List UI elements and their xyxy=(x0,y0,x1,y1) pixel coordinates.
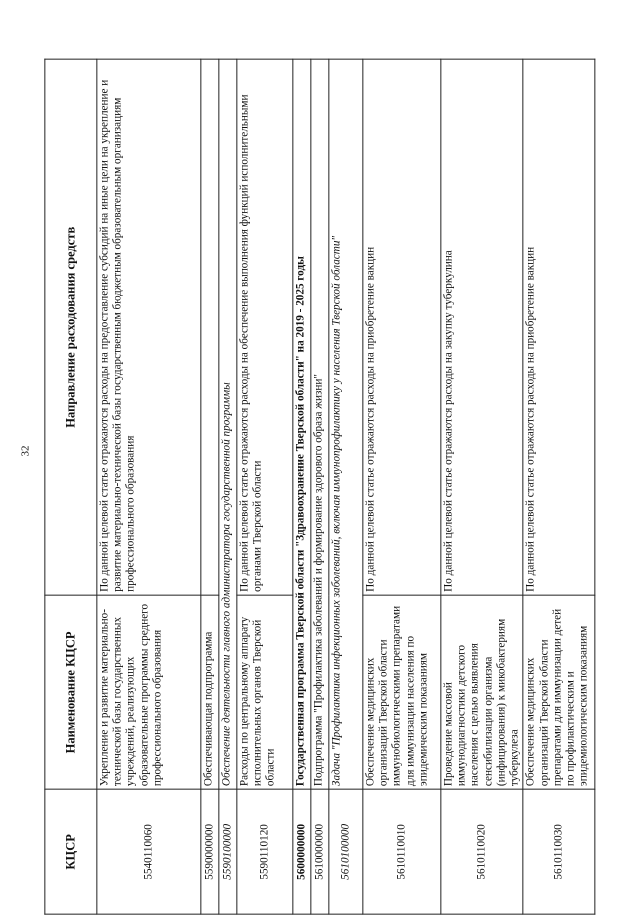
table-row xyxy=(523,59,595,914)
row-code: 5610000000 xyxy=(311,790,329,915)
row-name: Обеспечение медицинских организаций Тверской области препаратами для иммунизации детей по профилактическим и эпидемиологическим показаниям xyxy=(523,595,595,789)
row-direction: По данной целевой статье отражаются расходы на закупку туберкулина xyxy=(441,59,523,595)
row-direction: По данной целевой статье отражаются расходы на предоставление субсидий на иные цели на укрепление и развитие материально-технической базы государственным бюджетным образовательным организациям профессионального образования xyxy=(97,59,201,595)
row-direction: По данной целевой статье отражаются расходы на приобретение вакцин xyxy=(523,59,595,595)
row-direction: По данной целевой статье отражаются расходы на обеспечение выполнения функций исполнительными органами Тверской области xyxy=(237,59,293,595)
row-merged-text: Обеспечение деятельности главного администратора государственной программы xyxy=(219,59,237,789)
header-direction: Направление расходования средств xyxy=(45,59,97,595)
table-row xyxy=(311,59,329,914)
row-code: 5590110120 xyxy=(237,790,293,915)
row-code: 5610100000 xyxy=(329,790,363,915)
row-name: Обеспечение медицинских организаций Тверской области иммунобиологическими препаратами для иммунизации населения по эпидемическим показаниям xyxy=(363,595,441,789)
row-code: 5590100000 xyxy=(219,790,237,915)
header-name: Наименование КЦСР xyxy=(45,595,97,789)
row-code: 5590000000 xyxy=(201,790,219,915)
row-direction: По данной целевой статье отражаются расходы на приобретение вакцин xyxy=(363,59,441,595)
kcsr-table xyxy=(44,59,595,915)
row-direction xyxy=(201,59,219,595)
row-name: Укрепление и развитие материально-технической базы государственных учреждений, реализующих образовательные программы среднего профессионального образования xyxy=(97,595,201,789)
row-merged-text: Подпрограмма "Профилактика заболеваний и формирование здорового образа жизни" xyxy=(311,59,329,789)
row-merged-text: Задача "Профилактика инфекционных заболеваний, включая иммунопрофилактику у населения Тверской области" xyxy=(329,59,363,789)
table-row xyxy=(201,59,219,914)
row-code: 5540110060 xyxy=(97,790,201,915)
row-code: 5610110020 xyxy=(441,790,523,915)
row-name: Обеспечивающая подпрограмма xyxy=(201,595,219,789)
row-code: 5600000000 xyxy=(293,790,311,915)
row-code: 5610110030 xyxy=(523,790,595,915)
table-row xyxy=(363,59,441,914)
row-merged-text: Государственная программа Тверской области "Здравоохранение Тверской области" на 2019 - 2025 годы xyxy=(293,59,311,789)
table-row xyxy=(97,59,201,914)
table-row xyxy=(219,59,237,914)
row-name: Расходы по центральному аппарату исполнительных органов Тверской области xyxy=(237,595,293,789)
table-row xyxy=(237,59,293,914)
table-header-row xyxy=(45,59,97,914)
header-code: КЦСР xyxy=(45,790,97,915)
table-row xyxy=(293,59,311,914)
row-code: 5610110010 xyxy=(363,790,441,915)
page-number: 32 xyxy=(19,445,32,457)
table-row xyxy=(441,59,523,914)
row-name: Проведение массовой иммунодиагностики детского населения с целью выявления сенсибилизации организма (инфицирования) к микобактериям туберкулеза xyxy=(441,595,523,789)
table-row xyxy=(329,59,363,914)
